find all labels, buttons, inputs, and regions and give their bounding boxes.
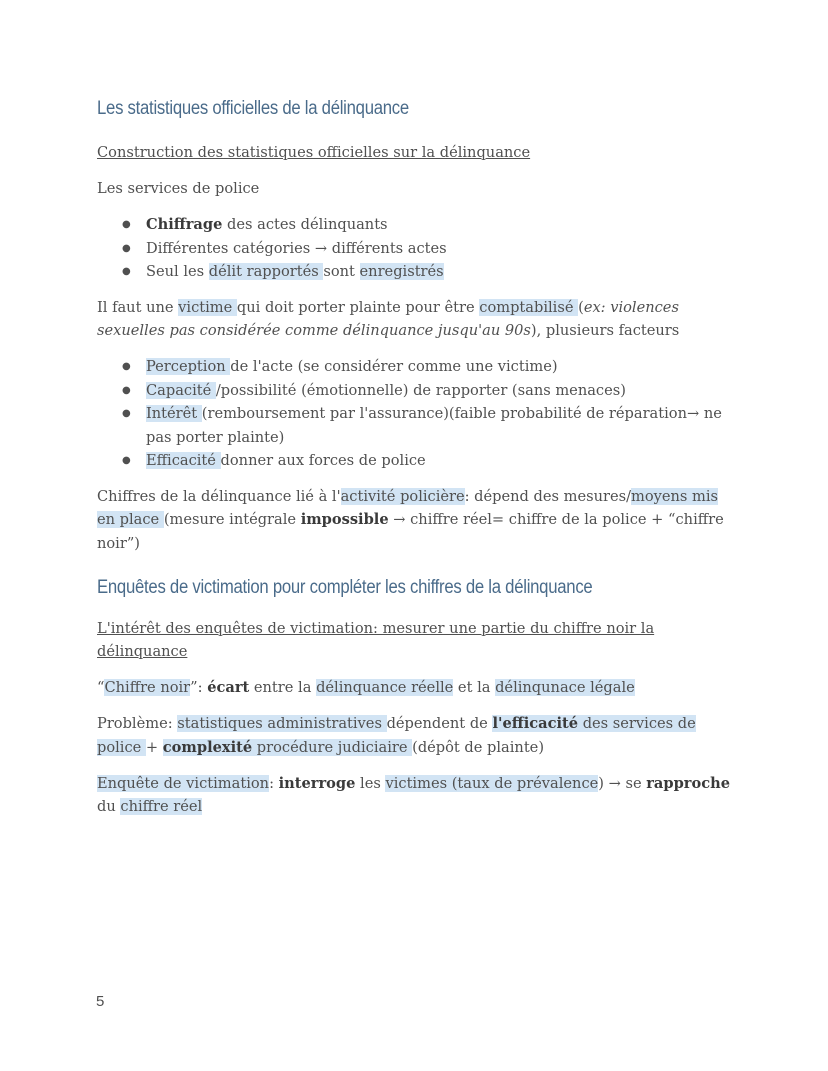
paragraph-probleme: Problème: statistiques administratives dépendent de l'efficacité des services de police + complexité procédure judiciaire (dépôt de plainte)	[97, 715, 696, 756]
list-item: ● Différentes catégories → différents actes	[146, 237, 737, 261]
intro-services-police: Les services de police	[97, 180, 260, 197]
subheading-interet: L'intérêt des enquêtes de victimation: mesurer une partie du chiffre noir la délinquance	[97, 619, 655, 660]
page-number: 5	[96, 993, 105, 1010]
paragraph-victime-plainte: Il faut une victime qui doit porter plainte pour être comptabilisé (ex: violences sexuelles pas considérée comme délinquance jusqu'au 90s), plusieurs facteurs	[97, 298, 680, 339]
bullet-list-facteurs	[97, 355, 737, 473]
list-item: ● Perception de l'acte (se considérer comme une victime)	[146, 355, 737, 379]
list-item: ● Chiffrage des actes délinquants	[146, 213, 737, 237]
bullet-list-police	[97, 213, 737, 284]
list-item: ● Efficacité donner aux forces de police	[146, 449, 737, 473]
section-heading-enquetes: Enquêtes de victimation pour compléter les chiffres de la délinquance	[97, 576, 593, 598]
subheading-construction: Construction des statistiques officielles sur la délinquance	[97, 144, 531, 161]
list-item: ● Capacité /possibilité (émotionnelle) de rapporter (sans menaces)	[146, 379, 737, 403]
page-content	[97, 97, 737, 831]
paragraph-chiffre-noir: “Chiffre noir”: écart entre la délinquance réelle et la délinqunace légale	[97, 679, 635, 696]
list-item: ● Intérêt (remboursement par l'assurance)(faible probabilité de réparation→ ne pas porter plainte)	[146, 402, 737, 449]
section-heading-statistiques: Les statistiques officielles de la délinquance	[97, 98, 409, 119]
paragraph-chiffres-delinquance: Chiffres de la délinquance lié à l'activité policière: dépend des mesures/moyens mis en place (mesure intégrale impossible → chiffre réel= chiffre de la police + “chiffre noir”)	[97, 487, 724, 552]
list-item: ● Seul les délit rapportés sont enregistrés	[146, 260, 737, 284]
paragraph-enquete-victimation: Enquête de victimation: interroge les victimes (taux de prévalence) → se rapproche du chiffre réel	[97, 774, 730, 815]
